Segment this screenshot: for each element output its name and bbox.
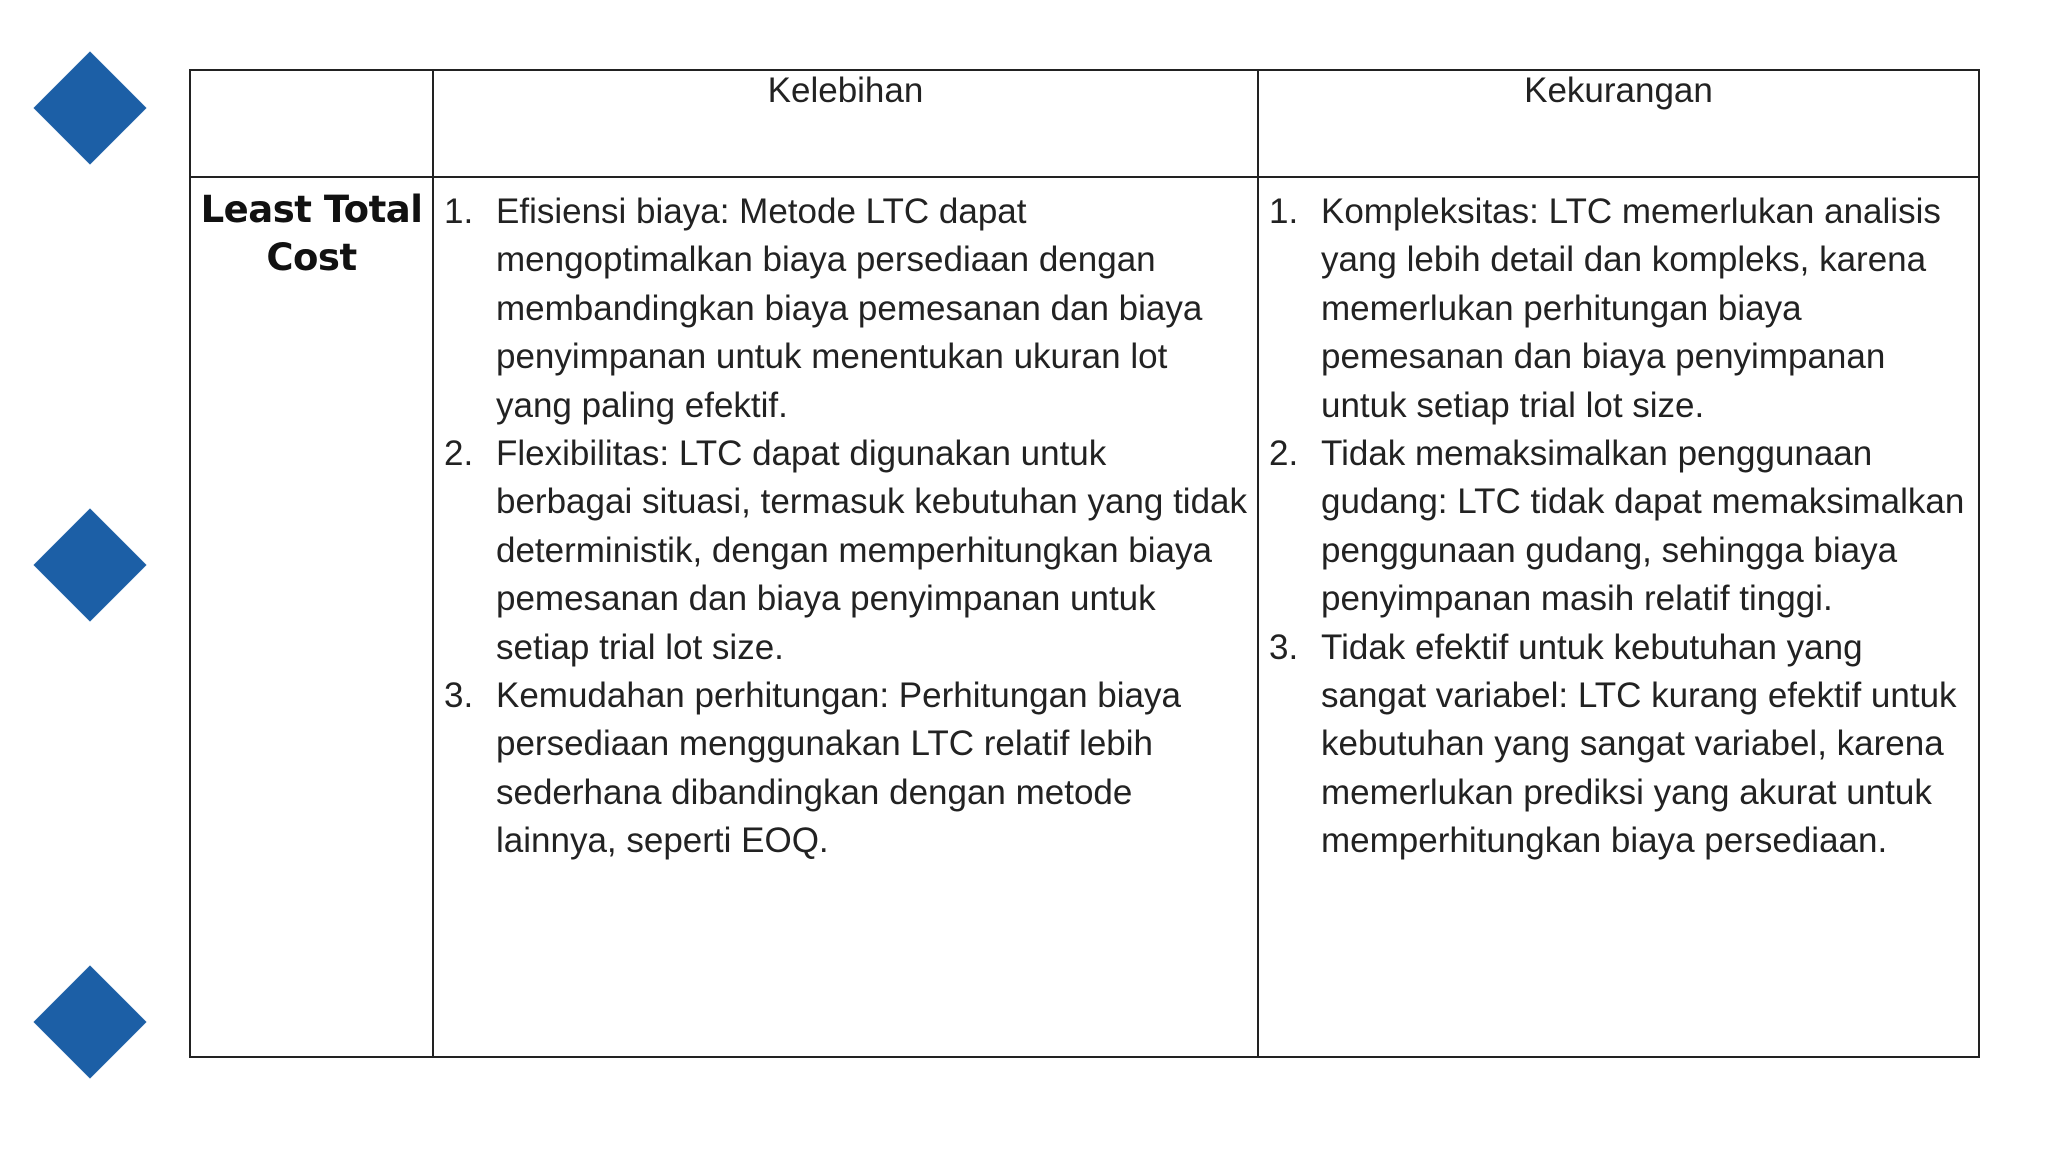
list-number: 2.	[444, 434, 474, 474]
list-text: Tidak efektif untuk kebutuhan yang sangat variabel: LTC kurang efektif untuk kebutuhan yang sangat variabel, karena memerlukan prediksi yang akurat untuk memperhitungkan biaya persediaan.	[1321, 627, 1957, 861]
list-item	[1269, 624, 1970, 866]
list-text: Efisiensi biaya: Metode LTC dapat mengoptimalkan biaya persediaan dengan membandingkan biaya pemesanan dan biaya penyimpanan untuk menentukan ukuran lot yang paling efektif.	[496, 192, 1203, 425]
list-item	[1269, 188, 1970, 430]
header-blank-cell	[190, 70, 433, 177]
comparison-table	[189, 69, 1980, 1058]
list-text: Kemudahan perhitungan: Perhitungan biaya persediaan menggunakan LTC relatif lebih sederhana dibandingkan dengan metode lainnya, seperti EOQ.	[496, 676, 1181, 861]
advantages-list	[434, 178, 1257, 866]
diamond-icon	[33, 965, 146, 1078]
list-item	[444, 430, 1249, 672]
list-item	[1269, 430, 1970, 624]
disadvantages-list	[1259, 178, 1978, 866]
header-row	[190, 70, 1979, 177]
list-number: 3.	[444, 676, 474, 716]
list-item	[444, 188, 1249, 430]
table-row	[190, 177, 1979, 1057]
list-text: Tidak memaksimalkan penggunaan gudang: LTC tidak dapat memaksimalkan penggunaan gudang, sehingga biaya penyimpanan masih relatif tinggi.	[1321, 434, 1965, 619]
disadvantages-cell	[1258, 177, 1979, 1057]
diamond-icon	[33, 508, 146, 621]
header-disadvantages: Kekurangan	[1258, 70, 1979, 177]
header-advantages: Kelebihan	[433, 70, 1258, 177]
list-number: 3.	[1269, 627, 1299, 667]
method-label: Least Total Cost	[200, 188, 423, 279]
list-number: 1.	[444, 192, 474, 231]
diamond-icon	[33, 51, 146, 164]
method-cell	[190, 177, 433, 1057]
list-number: 1.	[1269, 192, 1299, 231]
list-number: 2.	[1269, 434, 1299, 474]
list-item	[444, 672, 1249, 866]
advantages-cell	[433, 177, 1258, 1057]
list-text: Flexibilitas: LTC dapat digunakan untuk berbagai situasi, termasuk kebutuhan yang tidak deterministik, dengan memperhitungkan biaya pemesanan dan biaya penyimpanan untuk setiap trial lot size.	[496, 434, 1248, 667]
list-text: Kompleksitas: LTC memerlukan analisis yang lebih detail dan kompleks, karena memerlukan perhitungan biaya pemesanan dan biaya penyimpanan untuk setiap trial lot size.	[1321, 192, 1941, 425]
